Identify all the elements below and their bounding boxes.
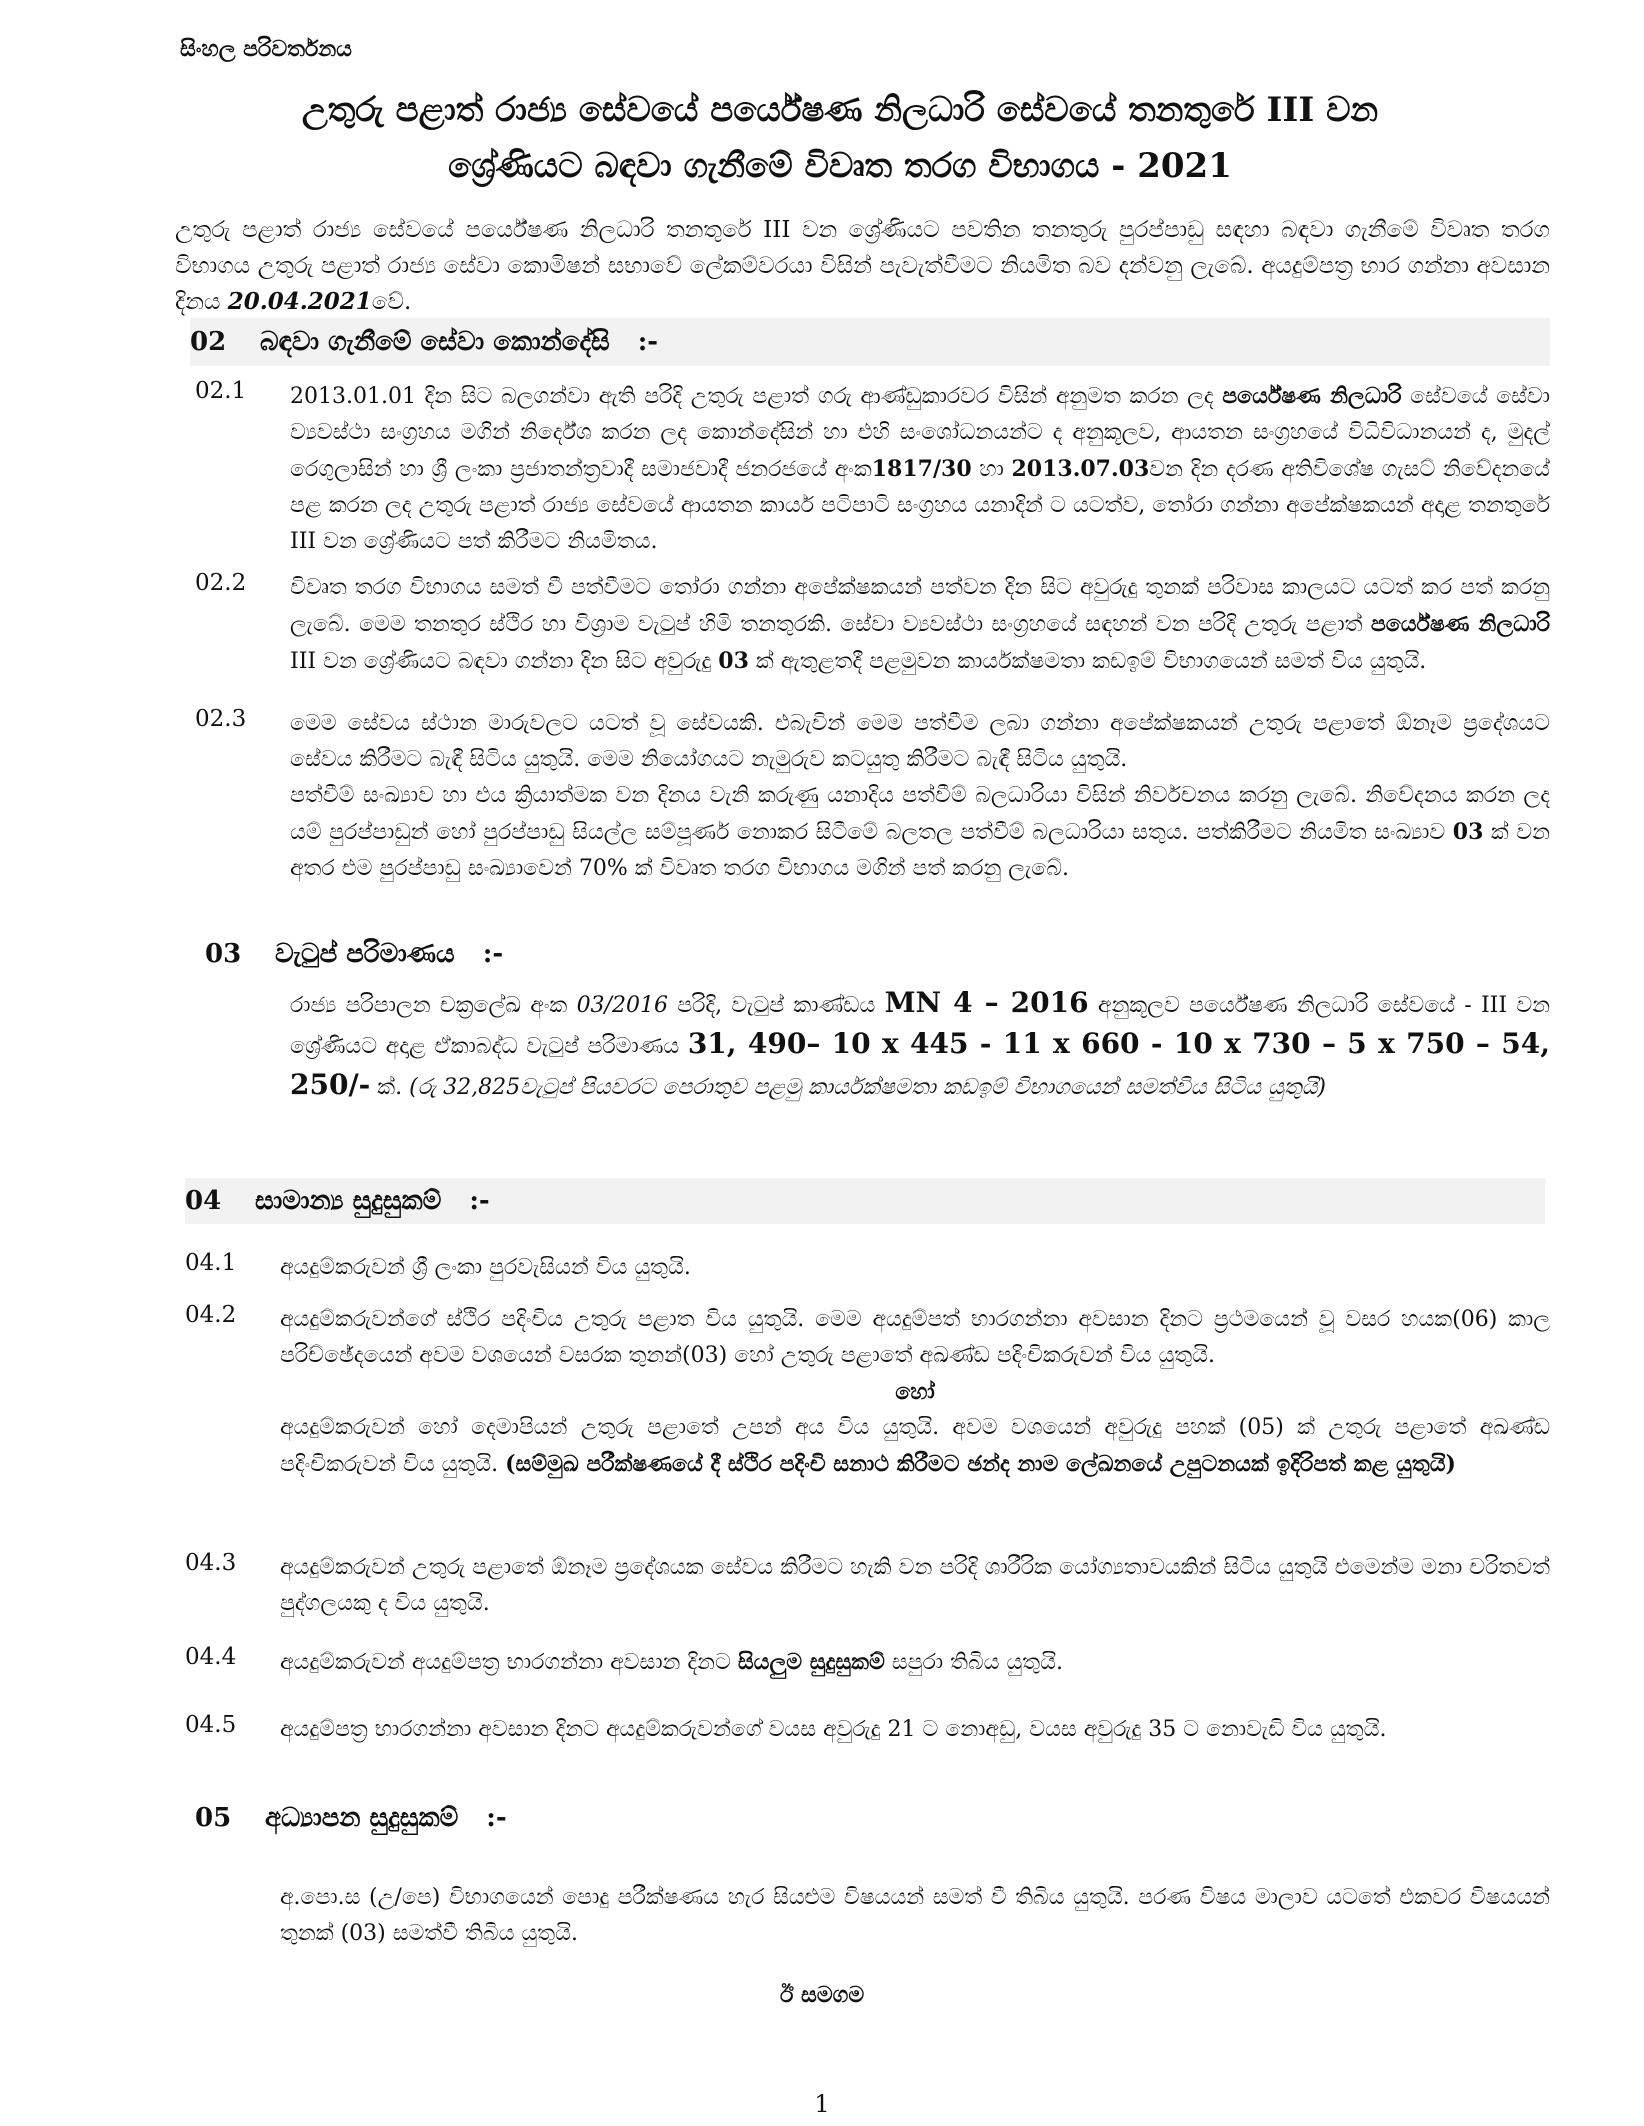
- clause-body: මෙම සේවය ස්ථාන මාරුවලට යටත් වූ සේවයකි. එබැවින් මෙම පත්වීම ලබා ගන්නා අපේක්ෂකයන් උතුරු පළාතේ ඕනෑම ප්‍රදේශයට සේවය කිරීමට බැඳී සිටිය යුතුයි. මෙම නියෝගයට නැමුරුව කටයුතු කිරීමට බැඳී සිටිය යුතුයි.: [290, 711, 1550, 772]
- clause-body: විවෘත තරග විභාගය සමත් වී පත්වීමට තෝරා ගන්නා අපේක්ෂකයන් පත්වන දින සිට අවුරුදු තුනක් පරිවාස කාලයට යටත් කර පත් කරනු ලැබේ. මෙම තනතුර ස්ථිර හා විශ්‍රාම වැටුප් හිමි තනතුරකි. සේවා ව්‍යවස්ථා සංග්‍රහයේ සඳහන් වන පරිදි උතුරු පළාත් පර්යේෂණ නිලධාරි III වන ශ්‍රේණියට බඳවා ගන්නා දින සිට අවුරුදු 03 ක් ඇතුළතදී පළමුවන කාර්යක්ෂමතා කඩඉම් විභාගයෙන් සමත් විය යුතුයි.: [290, 575, 1550, 674]
- section-number: 03: [205, 939, 242, 969]
- salary-scale: 31, 490– 10 x 445 - 11 x 660 - 10 x 730 – 5 x 750 – 54, 250/-: [290, 1027, 1550, 1101]
- closing-date: 20.04.2021: [227, 288, 372, 315]
- clause-number: 02.2: [195, 570, 247, 596]
- section-colon: :-: [637, 327, 659, 357]
- section-05-heading: [195, 1796, 1550, 1840]
- document-title: [150, 82, 1530, 194]
- section-colon: :-: [486, 1803, 507, 1833]
- clause-02-3-continued: පත්වීම් සංඛ්‍යාව හා එය ක්‍රියාත්මක වන දිනය වැනි කරුණු යනාදිය පත්වීම් බලධාරියා විසින් නිර්වචනය කරනු ලැබේ. නිවේදනය කරන ලද යම් පුරප්පාඩුන් හෝ පුරප්පාඩු සියල්ල සම්පූර්ණ නොකර සිටීමේ බලතල පත්වීම් බලධාරියා සතුය. පත්කිරීමට නියමිත සංඛ්‍යාව 03 ක් වන අතර එම පුරප්පාඩු සංඛ්‍යාවෙන් 70% ක් විවෘත තරග විභාගය මගින් පත් කරනු ලැබේ.: [290, 783, 1550, 881]
- section-03-heading: [205, 932, 1550, 976]
- page-number: 1: [814, 2090, 830, 2118]
- section-04-heading: [185, 1178, 1545, 1224]
- clause-number: 04.4: [185, 1644, 237, 1670]
- clause-number: 02.1: [195, 378, 247, 404]
- clause-body: 2013.01.01 දින සිට බලගන්වා ඇති පරිදි උතුරු පළාත් ගරු ආණ්ඩුකාරවර විසින් අනුමත කරන ලද පර්යේෂණ නිලධාරි සේවයේ සේවා ව්‍යවස්ථා සංග්‍රහය මගින් නිර්දේශ කරන ලද කොන්දේසින් හා එහි සංශෝධනයන්ට ද අනුකූලව, ආයතන සංග්‍රහයේ විධිවිධානයන් ද, මුදල් රෙගුලාසින් හා ශ්‍රී ලංකා ප්‍රජාතන්ත්‍රවාදී සමාජවාදී ජනරජයේ අංක1817/30 හා 2013.07.03වන දින දරණ අතිවිශේෂ ගැසට් නිවේදනයේ පළ කරන ලද උතුරු පළාත් රාජ්‍ය සේවයේ ආයතන කාර්ය පටිපාටි සංග්‍රහය යනාදින් ට යටත්ව, තෝරා ගන්නා අපේක්ෂකයන් අදාළ තනතුරේ III වන ශ්‍රේණියට පත් කිරීමට නියමිතය.: [290, 383, 1550, 554]
- clause-04-1: [185, 1250, 1550, 1286]
- intro-text: උතුරු පළාත් රාජ්‍ය සේවයේ පර්යේෂණ නිලධාරි තනතුරේ III වන ශ්‍රේණියට පවතින තනතුරු පුරප්පාඩු සඳහා බඳවා ගැනීමේ විවෘත තරග විභාගය උතුරු පළාත් රාජ්‍ය සේවා කොමිෂන් සභාවේ ලේකම්වරයා විසින් පැවැත්වීමට නියමිත බව දන්වනු ලැබේ. අයදුම්පත්‍ර භාර ගන්නා අවසාන දිනය: [175, 217, 1550, 315]
- section-number: 04: [185, 1186, 222, 1216]
- section-number: 05: [195, 1803, 232, 1833]
- or-separator: හෝ: [895, 1379, 935, 1405]
- clause-body: අයදුම්කරුවන් උතුරු පළාතේ ඕනෑම ප්‍රදේශයක සේවය කිරීමට හැකි වන පරිදි ශාරීරික යෝග්‍යතාවයකින් සිටිය යුතුයි එමෙන්ම මනා චරිතවත් පුද්ගලයකු ද විය යුතුයි.: [280, 1555, 1550, 1616]
- clause-02-3: [195, 706, 1550, 778]
- section-title: වැටුප් පරිමාණය: [275, 939, 455, 969]
- clause-number: 04.1: [185, 1250, 237, 1276]
- clause-04-3: [185, 1550, 1550, 1622]
- clause-04-5: [185, 1712, 1550, 1748]
- clause-body: අයදුම්පත්‍ර භාරගන්නා අවසාන දිනට අයදුම්කරුවන්ගේ වයස අවුරුදු 21 ට නොඅඩු, වයස අවුරුදු 35 ට නොවැඩි විය යුතුයි.: [280, 1717, 1387, 1742]
- section-title: සාමාන්‍ය සුදුසුකම්: [255, 1186, 442, 1216]
- salary-scale-paragraph: රාජ්‍ය පරිපාලන චක්‍රලේඛ අංක 03/2016 පරිදි, වැටුප් කාණ්ඩය MN 4 – 2016 අනුකූලව පර්යේෂණ නිලධාරි සේවයේ - III වන ශ්‍රේණියට අදාළ ඒකාබද්ධ වැටුප් පරිමාණය 31, 490– 10 x 445 - 11 x 660 - 10 x 730 – 5 x 750 – 54, 250/- ක්. (රු 32,825වැටුප් පියවරට පෙරාතුව පළමු කාර්යක්ෂමතා කඩඉම් විභාගයෙන් සමත්විය සිටිය යුතුයි): [290, 986, 1551, 1101]
- section-colon: :-: [469, 1186, 490, 1216]
- intro-tail: වේ.: [371, 289, 412, 315]
- clause-number: 04.5: [185, 1712, 237, 1738]
- clause-number: 04.2: [185, 1302, 237, 1328]
- clause-number: 02.3: [195, 706, 247, 732]
- section-number: 02: [190, 327, 227, 357]
- section-02-heading: [190, 318, 1550, 366]
- clause-body: අයදුම්කරුවන්ගේ ස්ථිර පදිංචිය උතුරු පළාත විය යුතුයි. මෙම අයදුම්පත් භාරගන්නා අවසාන දිනට ප්‍රථමයෙන් වූ වසර හයක(06) කාල පරිච්ඡේදයෙන් අවම වශයෙන් වසරක තුනන්(03) හෝ උතුරු පළාතේ අඛණ්ඩ පදිංචිකරුවන් විය යුතුයි. හෝ අයදුම්කරුවන් හෝ දෙමාපියන් උතුරු පළාතේ උපන් අය විය යුතුයි. අවම වශයෙන් අවුරුදු පහක් (05) ක් උතුරු පළාතේ අඛණ්ඩ පදිංචිකරුවන් විය යුතුයි. (සම්මුඛ පරීක්ෂණයේ දී ස්ථිර පදිංචි සනාථ කිරීමට ඡන්ද නාම ලේඛනයේ උපුටනයක් ඉදිරිපත් කළ යුතුයි): [280, 1307, 1550, 1477]
- title-line-1: උතුරු පළාත් රාජ්‍ය සේවයේ පර්යේෂණ නිලධාරි සේවයේ තනතුරේ III වන: [301, 90, 1379, 130]
- clause-body: අයදුම්කරුවන් අයදුම්පත්‍ර භාරගන්නා අවසාන දිනට සියලුම සුදුසුකම් සපුරා තිබිය යුතුයි.: [280, 1649, 1063, 1675]
- clause-body: අයදුම්කරුවන් ශ්‍රී ලංකා පුරවැසියන් විය යුතුයි.: [280, 1255, 691, 1280]
- clause-04-4: [185, 1644, 1550, 1681]
- clause-02-1: [195, 378, 1550, 560]
- language-label: සිංහල පරිවර්තනය: [180, 36, 352, 62]
- salary-code: MN 4 – 2016: [884, 986, 1089, 1019]
- clause-number: 04.3: [185, 1550, 237, 1576]
- clause-02-2: [195, 570, 1550, 680]
- title-line-2: ශ්‍රේණියට බඳවා ගැනීමේ විවෘත තරග විභාගය - 2021: [448, 146, 1232, 186]
- education-paragraph: අ.පො.ස (උ/පෙ) විභාගයෙන් පොදු පරීක්ෂණය හැර සියළුම විෂයයන් සමත් වී තිබිය යුතුයි. පරණ විෂය මාලාව යටතේ එකවර විෂයයන් තුනක් (03) සමත්වී තිබිය යුතුයි.: [280, 1885, 1550, 1946]
- section-colon: :-: [482, 939, 504, 969]
- section-title: බඳවා ගැනීමේ සේවා කොන්දේසි: [260, 327, 610, 357]
- intro-paragraph: [175, 212, 1550, 320]
- clause-04-2: [185, 1302, 1550, 1483]
- continued-label: ඊ සමගම: [779, 1982, 865, 2008]
- section-title: අධ්‍යාපන සුදුසුකම්: [265, 1803, 459, 1833]
